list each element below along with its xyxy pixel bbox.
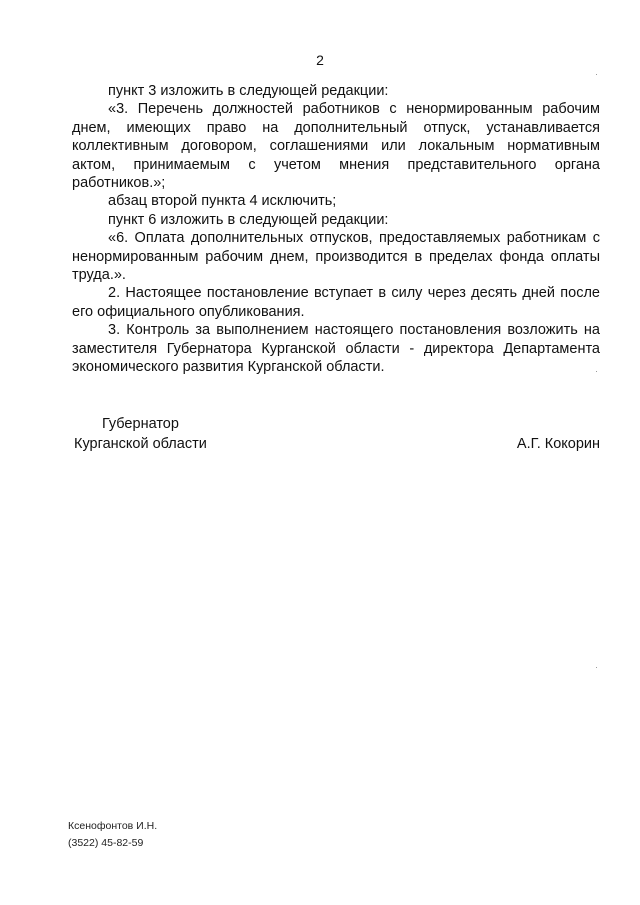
scan-mark bbox=[596, 667, 597, 668]
executor-phone: (3522) 45-82-59 bbox=[68, 837, 144, 849]
paragraph-amend-item-3: пункт 3 изложить в следующей редакции: bbox=[108, 83, 389, 99]
executor-name: Ксенофонтов И.Н. bbox=[68, 820, 158, 832]
paragraph-entry-into-force: 2. Настоящее постановление вступает в силу через десять дней после его официального опубликования. bbox=[72, 285, 600, 320]
page-number: 2 bbox=[316, 52, 324, 68]
paragraph-item-6-text: «6. Оплата дополнительных отпусков, предоставляемых работникам с ненормированным рабочим днем, производится в пределах фонда оплаты труда.». bbox=[72, 230, 600, 284]
signatory-title-line-2: Курганской области bbox=[74, 436, 207, 452]
paragraph-item-3-text: «3. Перечень должностей работников с ненормированным рабочим днем, имеющих право на дополнительный отпуск, устанавливается коллективным договором, соглашениями или локальным нормативным актом, принимаемым с учетом мнения представительного органа работников.»; bbox=[72, 101, 600, 192]
signatory-title-line-1: Губернатор bbox=[102, 416, 179, 432]
signatory-name: А.Г. Кокорин bbox=[516, 436, 600, 452]
scan-mark bbox=[596, 371, 597, 372]
paragraph-item-4-exclude: абзац второй пункта 4 исключить; bbox=[108, 193, 337, 210]
paragraph-control: 3. Контроль за выполнением настоящего постановления возложить на заместителя Губернатора Курганской области - директора Департамента экономического развития Курганской области. bbox=[72, 322, 600, 376]
paragraph-amend-item-6: пункт 6 изложить в следующей редакции: bbox=[108, 211, 389, 228]
executor-block bbox=[68, 818, 157, 852]
scan-mark bbox=[596, 74, 597, 75]
document-body bbox=[72, 82, 600, 377]
signatory-title bbox=[72, 414, 207, 454]
